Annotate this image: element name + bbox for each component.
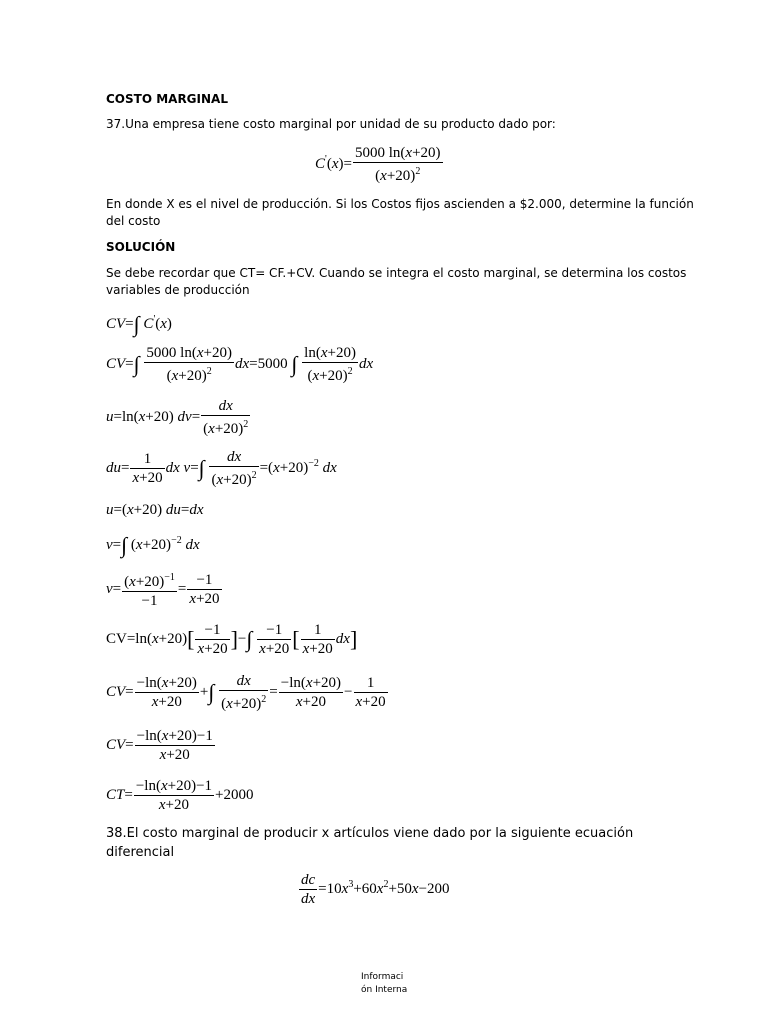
problem-37-statement: 37.Una empresa tiene costo marginal por unidad de su producto dado por: xyxy=(106,117,556,131)
equation-cv-expanded: CV=∫ $\frac{5000 \ln(x+20)}{(x+20)^2}$ dx=5000 ∫ $\frac{\ln(x+20)}{(x+20)^2}$ dx xyxy=(106,345,374,384)
equation-cv-simplified: CV= $\frac{-\ln(x+20)}{x+20}$ +∫ $\frac{dx}{(x+20)^2}$ = $\frac{-\ln(x+20)}{x+20}$ − $\frac{1}{x+20}$ xyxy=(106,673,386,712)
equation-cv-final: CV= $\frac{-\ln(x+20)-1}{x+20}$ xyxy=(106,728,213,763)
equation-differential: $\frac{dc}{dx}$ $=10x^3+60x^2+50x-200$ xyxy=(301,872,450,907)
footer-label-line-1: Informaci xyxy=(361,972,404,982)
equation-du-v: du= $\frac{1}{x+20}$ dx v=∫ $\frac{dx}{(x+20)^2}$ $=(x+20)^{-2}$ dx xyxy=(106,449,337,488)
equation-v-result: v= $\frac{(x+20)^{-1}}{-1}$ = $\frac{-1}{x+20}$ xyxy=(106,569,223,610)
footer-label-line-2: ón Interna xyxy=(361,985,408,995)
solution-line-1: Se debe recordar que CT= CF.+CV. Cuando se integra el costo marginal, se determina los costos xyxy=(106,266,687,280)
equation-cv-integral: CV=∫ C'(x) xyxy=(106,311,172,337)
marginal-cost-equation: C'(x)= $\frac{5000 \ln(x+20)}{(x+20)^2}$ xyxy=(315,145,441,184)
description-line-1: En donde X es el nivel de producción. Si los Costos fijos ascienden a $2.000, determine la función xyxy=(106,197,694,211)
problem-38-line-1: 38.El costo marginal de producir x artículos viene dado por la siguiente ecuación xyxy=(106,826,634,841)
section-heading: COSTO MARGINAL xyxy=(106,92,228,106)
problem-38-line-2: diferencial xyxy=(106,845,175,860)
equation-u-dv: u=ln(x+20) dv= $\frac{dx}{(x+20)^2}$ xyxy=(106,398,249,437)
equation-ct-final: CT= $\frac{-\ln(x+20)-1}{x+20}$ +2000 xyxy=(106,778,254,813)
solution-heading: SOLUCIÓN xyxy=(106,240,176,254)
solution-line-2: variables de producción xyxy=(106,283,250,297)
equation-v-integral: v=∫ $(x+20)^{-2}$ dx xyxy=(106,532,200,558)
description-line-2: del costo xyxy=(106,214,161,228)
equation-cv-parts: CV=ln(x+20)[ $\frac{-1}{x+20}$ ]−∫ $\frac{-1}{x+20}$ [ $\frac{1}{x+20}$ dx] xyxy=(106,622,358,657)
equation-u-du: u=(x+20) du=dx xyxy=(106,502,204,518)
